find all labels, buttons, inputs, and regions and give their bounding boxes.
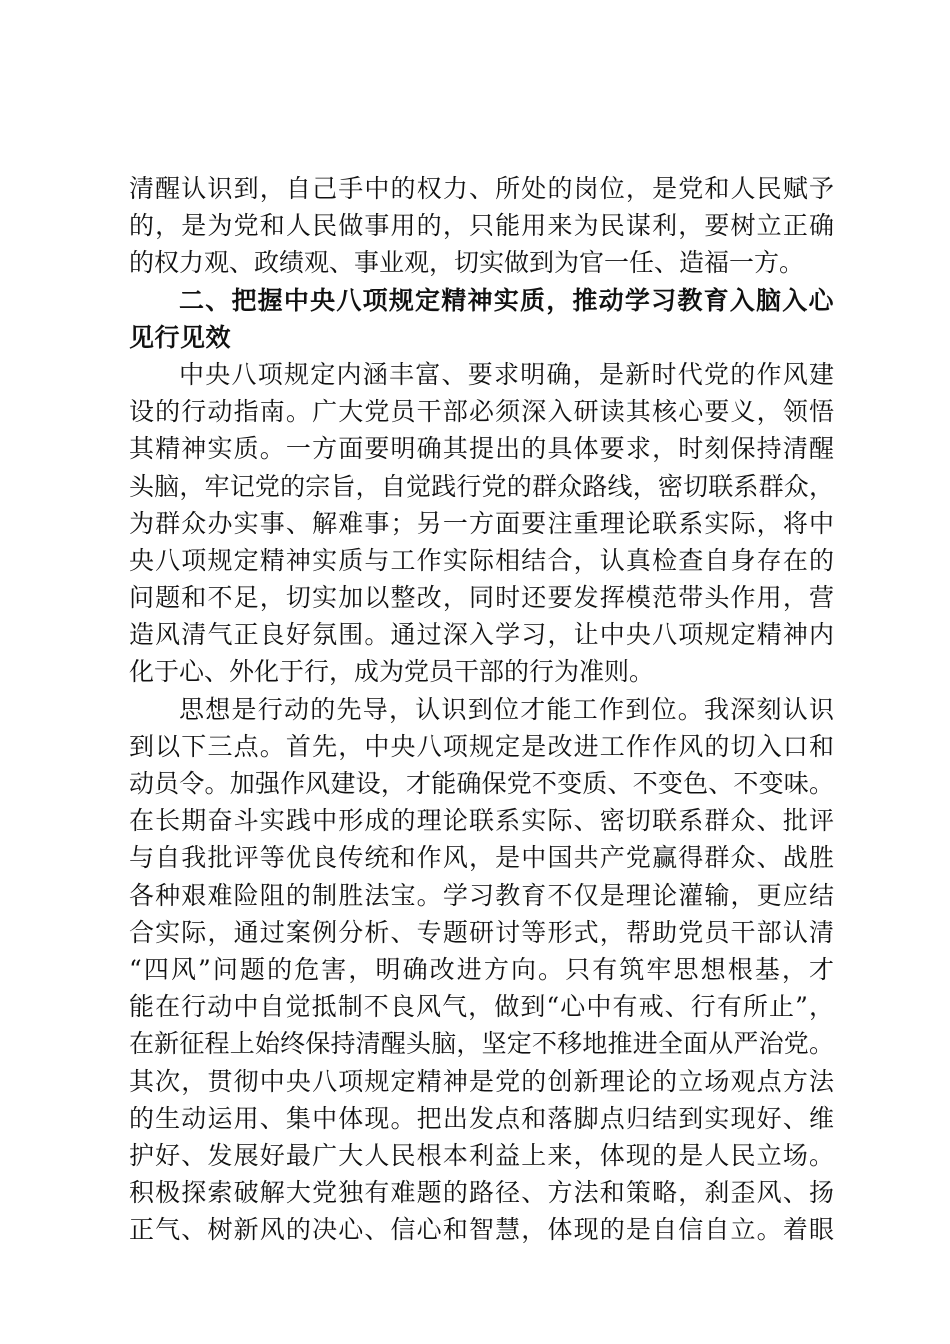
text-line: 护好、发展好最广大人民根本利益上来，体现的是人民立场。 (129, 1140, 834, 1170)
text-line: 积极探索破解大党独有难题的路径、方法和策略，刹歪风、扬 (129, 1178, 834, 1208)
text-line: “四风”问题的危害，明确改进方向。只有筑牢思想根基，才 (129, 954, 834, 984)
text-line: 各种艰难险阻的制胜法宝。学习教育不仅是理论灌输，更应结 (129, 880, 834, 910)
heading-line: 见行见效 (129, 322, 232, 352)
text-line: 到以下三点。首先，中央八项规定是改进工作作风的切入口和 (129, 731, 834, 761)
text-line: 清醒认识到，自己手中的权力、所处的岗位，是党和人民赋予 (129, 174, 834, 203)
intro-paragraph (129, 170, 834, 282)
text-line: 中央八项规定内涵丰富、要求明确，是新时代党的作风建 (179, 359, 834, 389)
text-line: 为群众办实事、解难事；另一方面要注重理论联系实际，将中 (129, 508, 834, 538)
text-line: 动员令。加强作风建设，才能确保党不变质、不变色、不变味。 (129, 769, 834, 798)
text-line: 的权力观、政绩观、事业观，切实做到为官一任、造福一方。 (129, 248, 805, 278)
text-line: 思想是行动的先导，认识到位才能工作到位。我深刻认识 (179, 694, 834, 724)
paragraph-2 (129, 691, 834, 1249)
text-line: 化于心、外化于行，成为党员干部的行为准则。 (129, 657, 655, 687)
text-line: 正气、树新风的决心、信心和智慧，体现的是自信自立。着眼 (129, 1215, 834, 1245)
text-line: 与自我批评等优良传统和作风，是中国共产党赢得群众、战胜 (129, 843, 834, 873)
section-heading (129, 282, 834, 356)
text-line: 在长期奋斗实践中形成的理论联系实际、密切联系群众、批评 (129, 806, 834, 836)
text-line: 的，是为党和人民做事用的，只能用来为民谋利，要树立正确 (129, 211, 834, 241)
document-body (129, 170, 834, 1248)
text-line: 其次，贯彻中央八项规定精神是党的创新理论的立场观点方法 (129, 1066, 834, 1096)
text-line: 设的行动指南。广大党员干部必须深入研读其核心要义，领悟 (129, 397, 834, 427)
text-line: 其精神实质。一方面要明确其提出的具体要求，时刻保持清醒 (129, 434, 834, 464)
text-line: 问题和不足，切实加以整改，同时还要发挥模范带头作用，营 (129, 583, 834, 613)
paragraph-1 (129, 356, 834, 691)
text-line: 在新征程上始终保持清醒头脑，坚定不移地推进全面从严治党。 (129, 1029, 834, 1059)
heading-line: 二、把握中央八项规定精神实质，推动学习教育入脑入心 (179, 285, 834, 315)
text-line: 造风清气正良好氛围。通过深入学习，让中央八项规定精神内 (129, 620, 834, 650)
text-line: 央八项规定精神实质与工作实际相结合，认真检查自身存在的 (129, 545, 834, 575)
text-line: 头脑，牢记党的宗旨，自觉践行党的群众路线，密切联系群众， (129, 471, 834, 501)
text-line: 的生动运用、集中体现。把出发点和落脚点归结到实现好、维 (129, 1103, 834, 1133)
text-line: 能在行动中自觉抵制不良风气，做到“心中有戒、行有所止”， (129, 992, 834, 1022)
text-line: 合实际，通过案例分析、专题研讨等形式，帮助党员干部认清 (129, 917, 834, 947)
